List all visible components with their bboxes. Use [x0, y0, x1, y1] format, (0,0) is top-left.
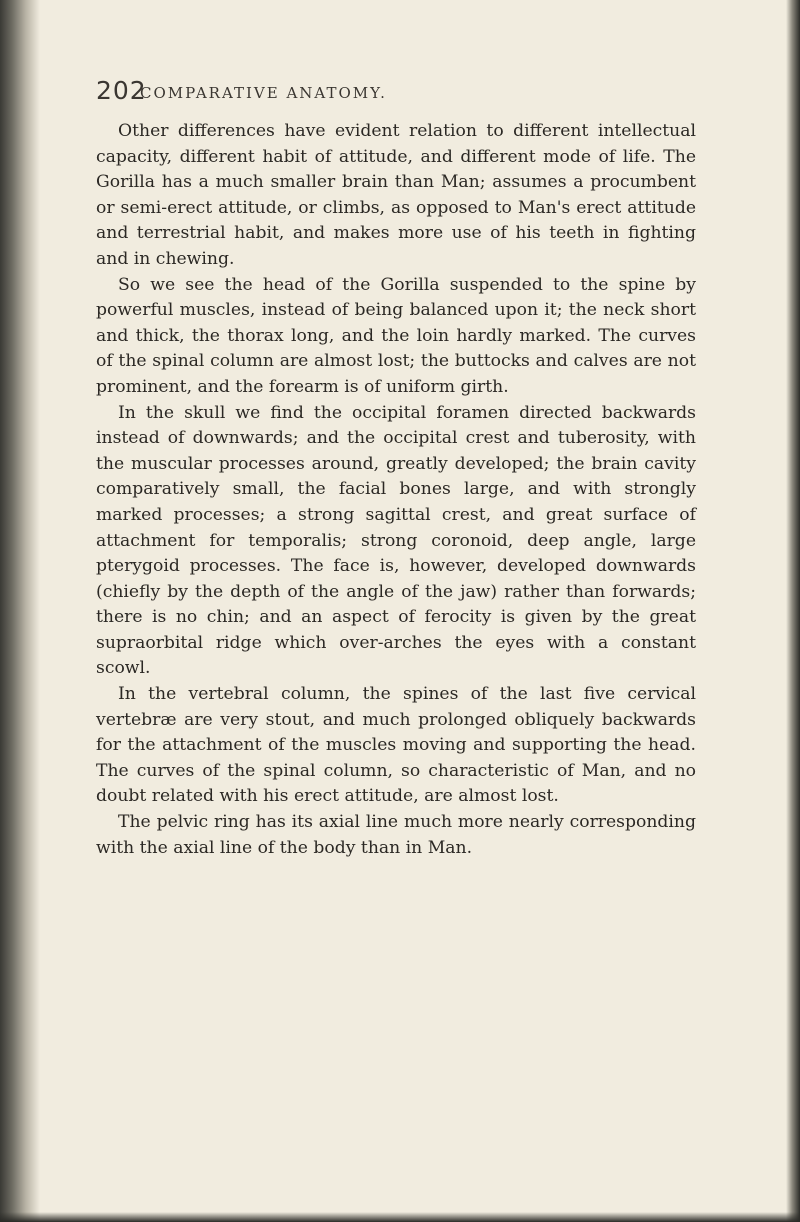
page-edge-bottom: [0, 1212, 800, 1222]
page-edge-right: [786, 0, 800, 1222]
paragraph: In the skull we find the occipital foramen directed backwards instead of downwards; and the occipital crest and tuberosity, with the muscular processes around, greatly developed; the brain cavity comparatively small, the facial bones large, and with strongly marked processes; a strong sagittal crest, and great surface of attachment for temporalis; strong coronoid, deep angle, large pterygoid processes. The face is, however, developed downwards (chiefly by the depth of the angle of the jaw) rather than forwards; there is no chin; and an aspect of ferocity is given by the great supraorbital ridge which over-arches the eyes with a constant scowl.: [96, 402, 696, 679]
page-number: 202: [96, 76, 147, 105]
paragraph: So we see the head of the Gorilla suspended to the spine by powerful muscles, instead of being balanced upon it; the neck short and thick, the thorax long, and the loin hardly marked. The curves of the spinal column are almost lost; the buttocks and calves are not prominent, and the forearm is of uniform girth.: [96, 274, 696, 397]
running-head: COMPARATIVE ANATOMY.: [140, 84, 387, 102]
page-header: [96, 76, 696, 116]
book-page: [96, 76, 696, 861]
paragraph: Other differences have evident relation to different intellectual capacity, different habit of attitude, and different mode of life. The Gorilla has a much smaller brain than Man; assumes a procumbent or semi-erect attitude, or climbs, as opposed to Man's erect attitude and terrestrial habit, and makes more use of his teeth in fighting and in chewing.: [96, 121, 696, 269]
binding-shadow: [0, 0, 40, 1222]
body-text: [96, 119, 696, 861]
paragraph: The pelvic ring has its axial line much more nearly corresponding with the axial line of the body than in Man.: [96, 812, 696, 858]
paragraph: In the vertebral column, the spines of the last five cervical vertebræ are very stout, and much prolonged obliquely backwards for the attachment of the muscles moving and supporting the head. The curves of the spinal column, so characteristic of Man, and no doubt related with his erect attitude, are almost lost.: [96, 684, 696, 807]
